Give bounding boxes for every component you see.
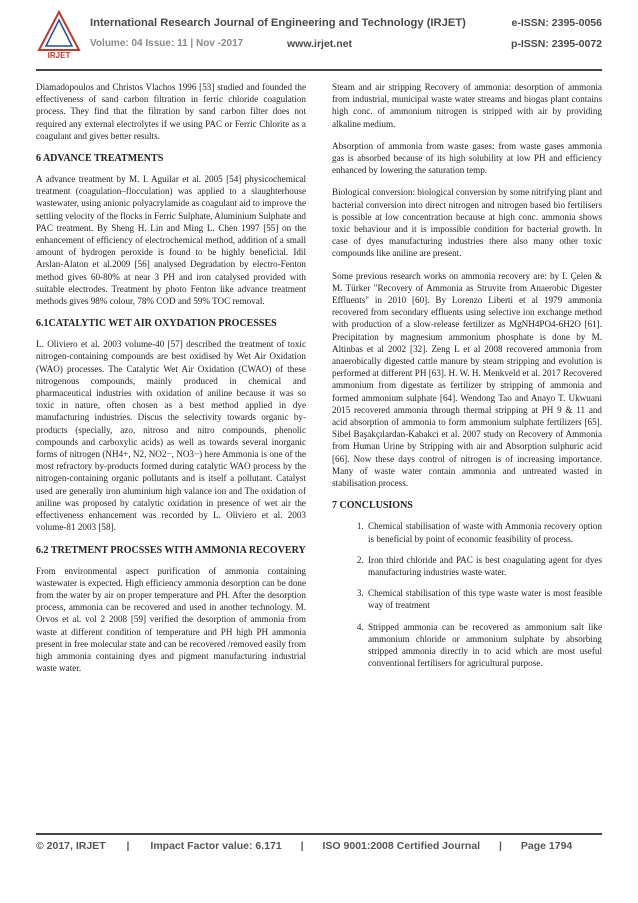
- e-issn: e-ISSN: 2395-0056: [511, 17, 602, 29]
- biological-conversion-paragraph: Biological conversion: biological conversion by some nitrifying plant and bacterial conversion into direct nitrogen and nitrogen based bio fertilisers is possible at low concentration because at high conc. ammonia shows toxic behaviour and it is impossible condition for bacterial growth. In case of dyes manufacturing industries there also many other toxic compounds like aniline are present.: [332, 187, 602, 259]
- footer-separator: |: [499, 840, 502, 852]
- list-item: 1. Chemical stabilisation of waste with Ammonia recovery option is beneficial by point of economic feasibility of process.: [366, 520, 602, 544]
- previous-research-paragraph: Some previous research works on ammonia recovery are: by I. Çelen & M. Türker "Recovery of Ammonia as Struvite from Anaerobic Digester Effluents" in 2010 [60]. By Lorenzo Liberti et al 1979 ammonia recovered from secondary effluents using selective ion exchange method with production of a slow-release fertilizer as MgNH4PO4-6H2O [61]. Precipitation by magnesium ammonium phosphate is done by M. Altinbas et al 2002 [32]. Zeng L et al 2008 recovered ammonia from anaerobically digested cattle manure by steam stripping and evolution is performed at different PH [63]. H. W. H. Menkveld et al. 2017 Recovered ammonium from digestate as fertilizer by stripping of ammonia and formed ammonium sulphate [64]. Wendong Tao and Anayo T. Ukwuani 2015 recovered ammonia through thermal stripping at PH 9 & 11 and acid absorption of ammonia to form ammonium sulphate fertilizers [65]. Sibel Başakçılardan-Kabakci et al. 2007 study on Recovery of Ammonia from Human Urine by Stripping with air and Absorption sulphuric acid [66]. Now these days control of nitrogen is of increasing importance. Many of waste water contain ammonia and untreated wasted in stabilisation process.: [332, 270, 602, 489]
- list-item: 4. Stripped ammonia can be recovered as ammonium salt like ammonium chloride or ammonium sulphate by absorbing stripped ammonia directly in to acid which are most useful conventional fertilisers for agricultural purpose.: [366, 621, 602, 670]
- header-rule: [36, 69, 602, 71]
- volume-issue: Volume: 04 Issue: 11 | Nov -2017: [90, 38, 244, 49]
- p-issn: p-ISSN: 2395-0072: [510, 38, 602, 50]
- section-7-heading: 7 CONCLUSIONS: [332, 500, 413, 512]
- impact-factor: Impact Factor value: 6.171: [150, 840, 282, 852]
- left-column: [36, 81, 306, 684]
- right-column: [332, 81, 602, 678]
- logo-text: IRJET: [47, 51, 71, 60]
- section-6-2-heading: 6.2 TRETMENT PROCSSES WITH AMMONIA RECOVERY: [36, 544, 306, 556]
- intro-paragraph: Diamadopoulos and Christos Vlachos 1996 [53] studied and founded the effectiveness of sand carbon filtration in ferric chloride coagulation process. They find that the filtration by sand carbon filter does not required any external electrolytes if we using PAC or Ferric Chlorite as a coagulant and gives better results.: [36, 82, 306, 141]
- journal-title: International Research Journal of Engineering and Technology (IRJET): [90, 17, 466, 29]
- page-footer: [36, 840, 602, 852]
- iso-certification: ISO 9001:2008 Certified Journal: [322, 840, 481, 852]
- section-6-paragraph: A advance treatment by M. I. Aguilar et al. 2005 [54] physicochemical treatment (coagulation–flocculation) was applied to a slaughterhouse wastewater, using anionic polyacrylamide as coagulant aid to improve the settling velocity of the flocks in Ferric Sulphate, Aluminium Sulphate and PAC treatment. By Sheng H. Lin and Ming L. Chen 1997 [55] on the enhancement of efficiency of electrochemical method, addition of a small amount of hydrogen peroxide is found to be highly beneficial. Idil Arslan-Alaton et al.2009 [56] analysed Degradation by electro-Fenton method gives 60-80% at near 3 PH and iron catalysed provided with suitable electrodes. Treatment by photo Fenton like advance treatment methods gives 98% colour, 78% COD and 59% TOC removal.: [36, 174, 306, 307]
- page-number: Page 1794: [520, 840, 573, 852]
- footer-separator: |: [300, 840, 304, 852]
- absorption-paragraph: Absorption of ammonia from waste gases: from waste gases ammonia gas is absorbed because of its high solubility at low PH and efficiency enhanced by lowering the saturation temp.: [332, 140, 602, 176]
- page-header: [36, 10, 602, 68]
- journal-website-link[interactable]: www.irjet.net: [287, 38, 352, 50]
- footer-rule: [36, 833, 602, 835]
- steam-air-stripping-paragraph: Steam and air stripping Recovery of ammonia: desorption of ammonia from industrial, municipal waste water streams and biogas plant contains high conc. of ammonium nitrogen is stripped with air by providing alkaline medium.: [332, 82, 602, 129]
- conclusions-list: [332, 520, 602, 669]
- section-6-1-paragraph: L. Oliviero et al. 2003 volume-40 [57] described the treatment of toxic nitrogen-containing compounds are best oxidised by Wet Air Oxidation (WAO) processes. The Catalytic Wet Air Oxidation (CWAO) of these nitrogenous compounds, mainly produced in chemical and pharmaceutical industries with oxidation of aniline because it was so toxic in nature, often chosen as a best method applied in dye manufacturing industries. Discus the selectivity towards organic by-products (specially, azo, nitroso and nitro compounds, phenolic compounds and carboxylic acids) as well as towards several inorganic forms of nitrogen (NH4+, N2, NO2−, NO3−) here Ammonia is one of the most refractory by-products formed during catalytic WAO process by the nitrogen-containing organic pollutants and is itself a pollutant. Catalyst used are generally iron aluminium high valance ion and The oxidation of aniline was proposed by catalytic oxidation in presence of wet air the effectiveness enhancement was recorded by L. Oliviero et al. 2003 volume-81 2003 [58].: [36, 339, 306, 533]
- copyright: © 2017, IRJET: [36, 840, 106, 852]
- footer-separator: |: [126, 840, 130, 852]
- list-item: 2. Iron third chloride and PAC is best coagulating agent for dyes manufacturing industries waste water.: [366, 554, 602, 578]
- list-item: 3. Chemical stabilisation of this type waste water is most feasible way of treatment: [366, 587, 602, 611]
- section-6-heading: 6 ADVANCE TREATMENTS: [36, 153, 164, 165]
- irjet-logo-icon: [36, 10, 82, 60]
- section-6-2-paragraph: From environmental aspect purification of ammonia containing wastewater is expected. High efficiency ammonia desorption can be done from the water by air on proper temperature and PH. After the desorption process, ammonia can be recovered and used in another technology. M. Orvos et al. vol 2 2008 [59] verified the desorption of ammonia from waste at different condition of temperature and PH high PH ammonia present in free molecular state and can be recovered /removed easily from high ammonia containing dyes and pigment manufacturing industrial waste water.: [36, 565, 306, 674]
- section-6-1-heading: 6.1CATALYTIC WET AIR OXYDATION PROCESSES: [36, 318, 277, 330]
